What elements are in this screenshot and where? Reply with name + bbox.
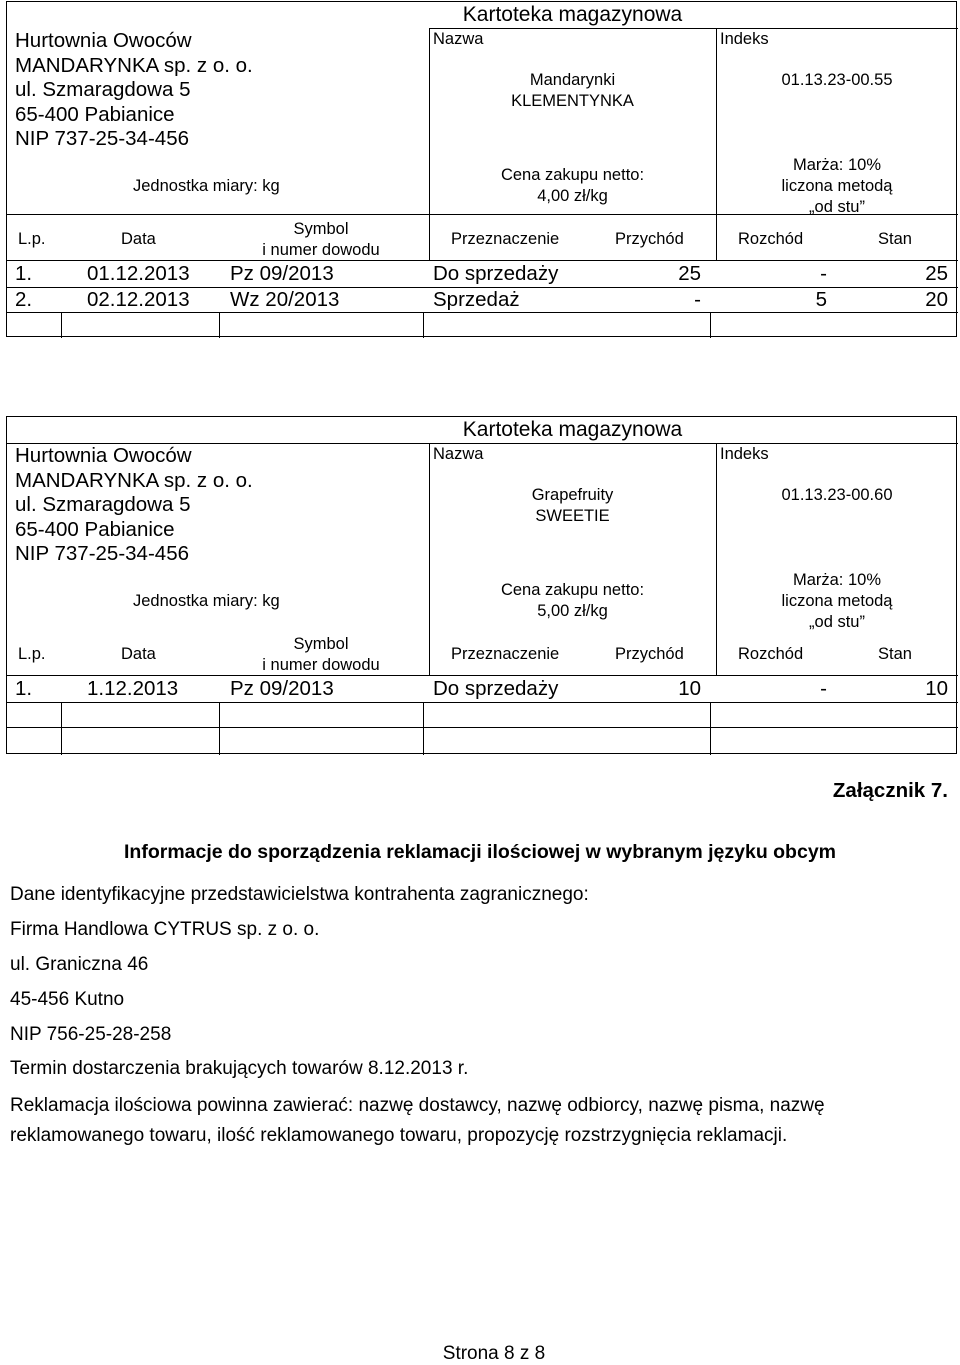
- row-purpose: Sprzedaż: [433, 288, 520, 311]
- row-lp: 2.: [15, 288, 33, 311]
- header-purpose: Przeznaczenie: [451, 230, 560, 248]
- header-symbol: Symbol: [293, 635, 349, 653]
- card-title: Kartoteka magazynowa: [462, 418, 683, 441]
- header-in: Przychód: [615, 230, 684, 248]
- header-out: Rozchód: [738, 230, 804, 248]
- doc-line: NIP 756-25-28-258: [10, 1024, 172, 1045]
- header-stock: Stan: [878, 230, 912, 248]
- header-lp: L.p.: [18, 645, 46, 663]
- company-city: 65-400 Pabianice: [15, 517, 175, 541]
- margin-line-3: „od stu”: [809, 198, 865, 216]
- row-out: 5: [815, 288, 827, 311]
- margin-line-2: liczona metodą: [781, 177, 893, 195]
- index-value: 01.13.23-00.55: [781, 71, 893, 89]
- row-out: -: [820, 262, 827, 285]
- company-city: 65-400 Pabianice: [15, 102, 175, 126]
- price-value: 5,00 zł/kg: [537, 602, 608, 620]
- header-in: Przychód: [615, 645, 684, 663]
- index-label: Indeks: [720, 445, 769, 463]
- row-stock: 20: [925, 288, 948, 311]
- margin-line-1: Marża: 10%: [792, 571, 882, 589]
- doc-line: Dane identyfikacyjne przedstawicielstwa kontrahenta zagranicznego:: [10, 884, 589, 905]
- product-name-1: Grapefruity: [531, 486, 614, 504]
- row-date: 02.12.2013: [87, 288, 190, 311]
- doc-line: reklamowanego towaru, ilość reklamowanego towaru, propozycję rozstrzygnięcia reklamacji.: [10, 1125, 788, 1146]
- doc-line: Firma Handlowa CYTRUS sp. z o. o.: [10, 919, 320, 940]
- row-in: -: [694, 288, 701, 311]
- name-label: Nazwa: [433, 30, 484, 48]
- row-in: 25: [678, 262, 701, 285]
- header-out: Rozchód: [738, 645, 804, 663]
- company-name-2: MANDARYNKA sp. z o. o.: [15, 53, 253, 77]
- index-value: 01.13.23-00.60: [781, 486, 893, 504]
- company-nip: NIP 737-25-34-456: [15, 542, 189, 566]
- row-date: 01.12.2013: [87, 262, 190, 285]
- price-label: Cena zakupu netto:: [500, 581, 645, 599]
- row-date: 1.12.2013: [87, 677, 179, 700]
- header-lp: L.p.: [18, 230, 46, 248]
- product-name-1: Mandarynki: [529, 71, 616, 89]
- company-name: Hurtownia Owoców: [15, 444, 192, 467]
- row-lp: 1.: [15, 677, 33, 700]
- section-heading: Informacje do sporządzenia reklamacji ilościowej w wybranym języku obcym: [124, 841, 836, 863]
- header-symbol: Symbol: [293, 220, 349, 238]
- stock-card-2: [6, 416, 957, 754]
- header-purpose: Przeznaczenie: [451, 645, 560, 663]
- doc-line: Reklamacja ilościowa powinna zawierać: nazwę dostawcy, nazwę odbiorcy, nazwę pisma, nazwę: [10, 1095, 825, 1116]
- unit-label: Jednostka miary: kg: [133, 592, 280, 610]
- attachment-label: Załącznik 7.: [832, 779, 948, 802]
- header-symbol-2: i numer dowodu: [262, 656, 380, 674]
- company-street: ul. Szmaragdowa 5: [15, 493, 191, 517]
- row-lp: 1.: [15, 262, 33, 285]
- doc-line: 45-456 Kutno: [10, 989, 125, 1010]
- company-nip: NIP 737-25-34-456: [15, 127, 189, 151]
- price-label: Cena zakupu netto:: [500, 166, 645, 184]
- card-title: Kartoteka magazynowa: [462, 3, 683, 26]
- product-name-2: SWEETIE: [535, 507, 610, 525]
- page-footer: Strona 8 z 8: [442, 1343, 546, 1364]
- row-doc: Pz 09/2013: [230, 677, 334, 700]
- company-block: [15, 444, 253, 567]
- company-street: ul. Szmaragdowa 5: [15, 78, 191, 102]
- row-doc: Pz 09/2013: [230, 262, 334, 285]
- header-stock: Stan: [878, 645, 912, 663]
- company-name-2: MANDARYNKA sp. z o. o.: [15, 468, 253, 492]
- product-name-2: KLEMENTYNKA: [511, 92, 634, 110]
- name-label: Nazwa: [433, 445, 484, 463]
- company-block: [15, 29, 253, 152]
- price-value: 4,00 zł/kg: [537, 187, 608, 205]
- row-out: -: [820, 677, 827, 700]
- row-doc: Wz 20/2013: [230, 288, 340, 311]
- header-date: Data: [121, 230, 156, 248]
- unit-label: Jednostka miary: kg: [133, 177, 280, 195]
- stock-card-1: [6, 1, 957, 337]
- margin-line-2: liczona metodą: [781, 592, 893, 610]
- header-date: Data: [121, 645, 156, 663]
- company-name: Hurtownia Owoców: [15, 29, 192, 52]
- margin-line-1: Marża: 10%: [792, 156, 882, 174]
- margin-line-3: „od stu”: [809, 613, 865, 631]
- header-symbol-2: i numer dowodu: [262, 241, 380, 259]
- row-stock: 25: [925, 262, 948, 285]
- row-purpose: Do sprzedaży: [433, 677, 559, 700]
- row-stock: 10: [925, 677, 948, 700]
- row-purpose: Do sprzedaży: [433, 262, 559, 285]
- doc-line: ul. Graniczna 46: [10, 954, 149, 975]
- doc-line: Termin dostarczenia brakujących towarów 8.12.2013 r.: [10, 1058, 469, 1079]
- index-label: Indeks: [720, 30, 769, 48]
- row-in: 10: [678, 677, 701, 700]
